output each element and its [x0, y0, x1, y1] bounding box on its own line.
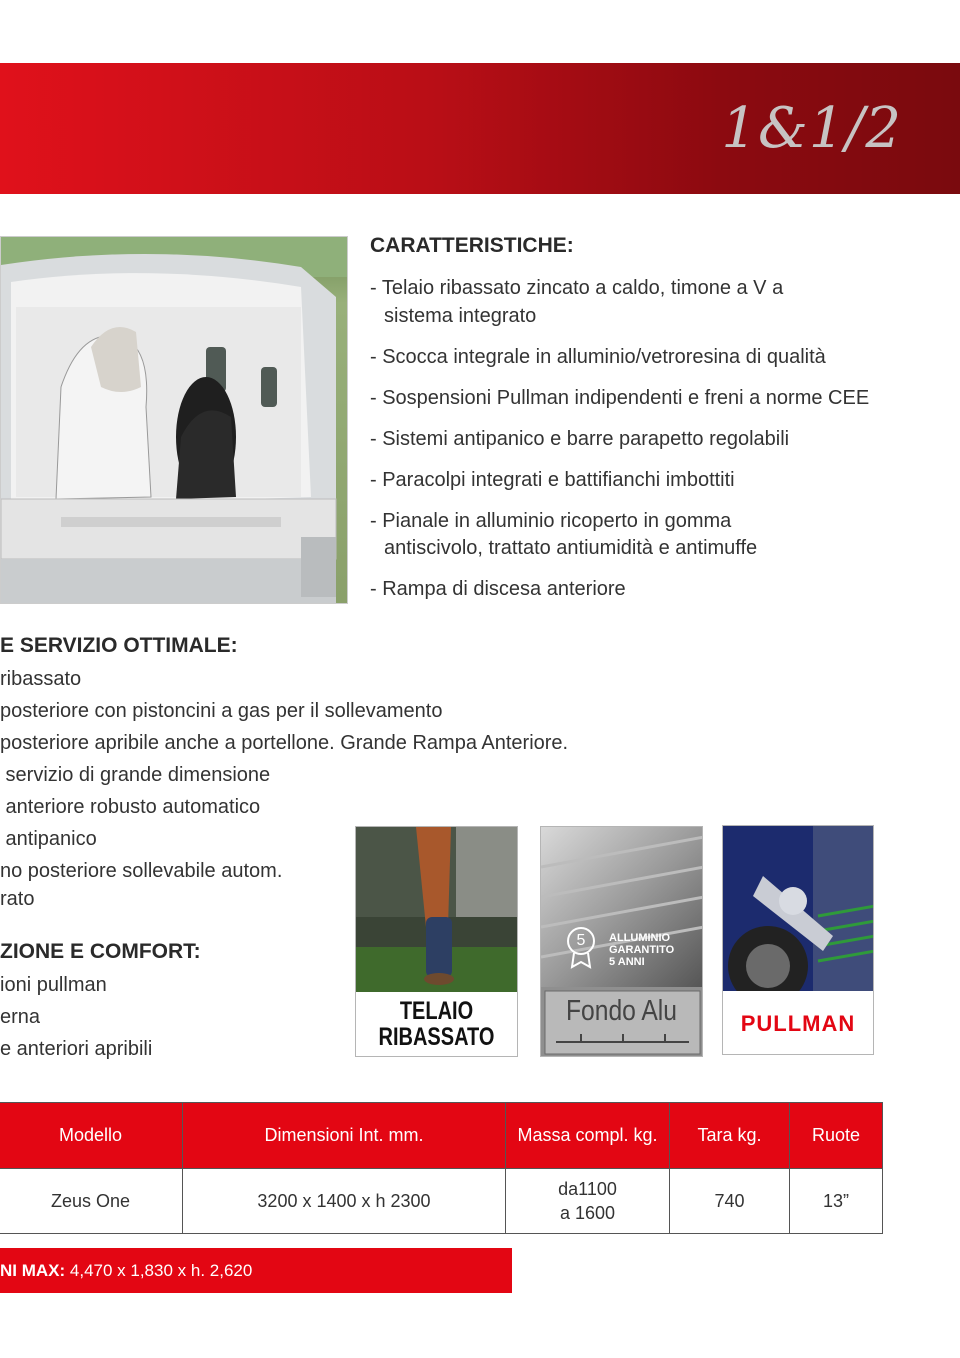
- service-heading: E SERVIZIO OTTIMALE:: [0, 634, 238, 657]
- suspension-photo: [723, 826, 874, 991]
- warranty-line1: ALLUMINIO: [609, 932, 671, 944]
- max-dimensions-label: NI MAX:: [0, 1261, 66, 1280]
- col-massa: Massa compl. kg.: [506, 1103, 670, 1169]
- service-item: servizio di grande dimensione: [0, 764, 271, 786]
- table-header-row: [0, 1103, 883, 1169]
- col-dimensioni: Dimensioni Int. mm.: [183, 1103, 506, 1169]
- max-dimensions-bar: [0, 1248, 512, 1293]
- model-title: 1&1/2: [721, 96, 902, 161]
- comfort-list: [0, 972, 152, 1068]
- service-item: antipanico: [0, 828, 97, 850]
- table-row: [0, 1169, 883, 1234]
- service-item: posteriore con pistoncini a gas per il sollevamento: [0, 700, 443, 722]
- telaio-label-line1: TELAIO: [399, 997, 474, 1025]
- feature-item: - Sistemi antipanico e barre parapetto regolabili: [370, 427, 790, 450]
- feature-item: - Scocca integrale in alluminio/vetroresina di qualità: [370, 345, 826, 368]
- comfort-item: ioni pullman: [0, 974, 107, 996]
- massa-line1: da1100: [558, 1179, 617, 1199]
- col-tara: Tara kg.: [670, 1103, 790, 1169]
- cell-tara: 740: [670, 1169, 790, 1234]
- feature-item: - Pianale in alluminio ricoperto in gomma antiscivolo, trattato antiumidità e antimuffe: [370, 509, 758, 559]
- pullman-badge: [722, 825, 874, 1055]
- feature-item: - Paracolpi integrati e battifianchi imbottiti: [370, 468, 735, 491]
- comfort-item: e anteriori apribili: [0, 1038, 153, 1060]
- warranty-text: [609, 932, 674, 968]
- warranty-line2: GARANTITO: [609, 944, 675, 956]
- comfort-heading: ZIONE E COMFORT:: [0, 940, 201, 963]
- col-ruote: Ruote: [790, 1103, 883, 1169]
- col-modello: Modello: [0, 1103, 183, 1169]
- fondo-alu-label: Fondo Alu: [565, 995, 678, 1027]
- service-item: anteriore robusto automatico: [0, 796, 261, 818]
- service-item: ribassato: [0, 668, 82, 690]
- telaio-ribassato-badge: [355, 826, 518, 1057]
- telaio-label-line2: RIBASSATO: [378, 1023, 495, 1051]
- cell-massa: [506, 1169, 670, 1234]
- massa-line2: a 1600: [559, 1203, 616, 1223]
- feature-item: - Telaio ribassato zincato a caldo, timone a V a sistema integrato: [370, 277, 784, 327]
- service-item: posteriore apribile anche a portellone. Grande Rampa Anteriore.: [0, 732, 569, 754]
- features-heading: CARATTERISTICHE:: [370, 234, 574, 257]
- trailer-illustration: [1, 237, 348, 604]
- spec-table: [0, 1102, 883, 1234]
- fondo-alu-badge: [540, 826, 703, 1057]
- warranty-line3: 5 ANNI: [609, 956, 645, 968]
- horse-leg-photo: [356, 827, 518, 992]
- cell-ruote: 13”: [790, 1169, 883, 1234]
- max-dimensions-value: 4,470 x 1,830 x h. 2,620: [65, 1261, 253, 1280]
- warranty-years: 5: [576, 932, 586, 949]
- service-item: rato: [0, 887, 35, 910]
- pullman-label: PULLMAN: [723, 991, 873, 1054]
- trailer-photo: [0, 236, 348, 604]
- comfort-item: erna: [0, 1006, 41, 1028]
- feature-item: - Rampa di discesa anteriore: [370, 578, 626, 600]
- cell-modello: Zeus One: [0, 1169, 183, 1234]
- features-list: [370, 275, 869, 617]
- service-item: no posteriore sollevabile autom.: [0, 860, 283, 882]
- feature-item: - Sospensioni Pullman indipendenti e freni a norme CEE: [370, 386, 870, 409]
- cell-dimensioni: 3200 x 1400 x h 2300: [183, 1169, 506, 1234]
